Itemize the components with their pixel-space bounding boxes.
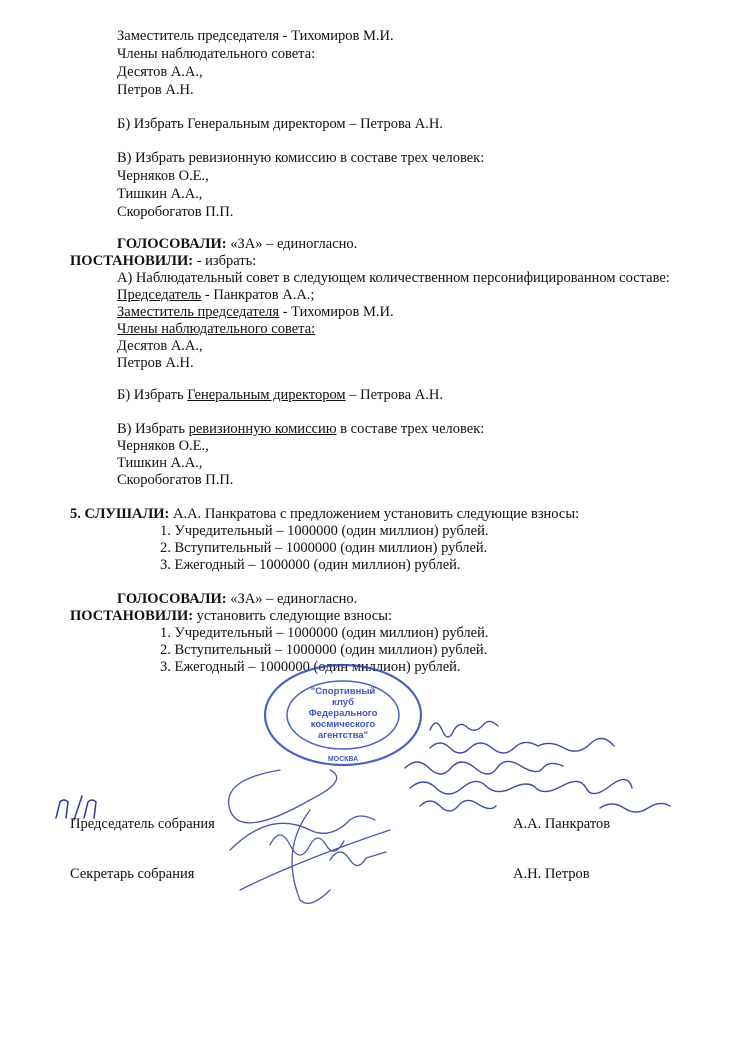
commission-member: Черняков О.Е., (117, 168, 209, 184)
fee-line: 1. Учредительный – 1000000 (один миллион) рублей. (160, 625, 489, 641)
commission-line: В) Избрать ревизионную комиссию в составе трех человек: (117, 150, 485, 166)
member-line: Петров А.Н. (117, 82, 194, 98)
resolved-line (70, 608, 392, 625)
secretary-signature-name: А.Н. Петров (513, 866, 590, 882)
director-line (117, 387, 443, 404)
commission-line (117, 421, 484, 438)
stamp-text: Федерального (308, 708, 378, 719)
resolved-text: - избрать: (193, 253, 257, 269)
vote-text: «ЗА» – единогласно. (226, 591, 358, 607)
item5-label: 5. СЛУШАЛИ: (70, 506, 170, 522)
chair-signature-name: А.А. Панкратов (513, 816, 611, 832)
member-line: Десятов А.А., (117, 338, 203, 354)
commission-member: Тишкин А.А., (117, 186, 203, 202)
vote-text: «ЗА» – единогласно. (226, 236, 358, 252)
stamp-text: агентства" (317, 730, 369, 741)
resolved-line (70, 253, 256, 270)
commission-role: ревизионную комиссию (188, 421, 337, 437)
deputy-name: - Тихомиров М.И. (279, 304, 394, 320)
chair-role: Председатель (117, 287, 202, 303)
item5-line (70, 506, 579, 523)
commission-member: Тишкин А.А., (117, 455, 203, 471)
vote-label: ГОЛОСОВАЛИ: (117, 236, 227, 252)
commission-prefix: В) Избрать (117, 421, 189, 437)
council-line: А) Наблюдательный совет в следующем количественном персонифицированном составе: (117, 270, 670, 286)
fee-line: 2. Вступительный – 1000000 (один миллион) рублей. (160, 642, 488, 658)
director-line: Б) Избрать Генеральным директором – Петрова А.Н. (117, 116, 443, 132)
chair-signature-label: Председатель собрания (70, 816, 215, 832)
director-name: – Петрова А.Н. (345, 387, 443, 403)
commission-member: Скоробогатов П.П. (117, 472, 234, 488)
director-role: Генеральным директором (187, 387, 346, 403)
resolved-text: установить следующие взносы: (193, 608, 393, 624)
resolved-label: ПОСТАНОВИЛИ: (70, 253, 194, 269)
commission-member: Скоробогатов П.П. (117, 204, 234, 220)
stamp-city: МОСКВА (327, 756, 359, 763)
vote-label: ГОЛОСОВАЛИ: (117, 591, 227, 607)
vote-line (117, 236, 357, 253)
fee-line: 2. Вступительный – 1000000 (один миллион) рублей. (160, 540, 488, 556)
members-title: Члены наблюдательного совета: (117, 321, 316, 337)
members-title: Члены наблюдательного совета: (117, 46, 316, 62)
fee-line: 1. Учредительный – 1000000 (один миллион) рублей. (160, 523, 489, 539)
fee-line: 3. Ежегодный – 1000000 (один миллион) рублей. (160, 557, 461, 573)
member-line: Петров А.Н. (117, 355, 194, 371)
chair-line (117, 287, 314, 304)
handwritten-signature (210, 750, 430, 920)
chair-name: - Панкратов А.А.; (201, 287, 315, 303)
stamp-text: "Спортивный (310, 686, 376, 697)
item5-text: А.А. Панкратова с предложением установить следующие взносы: (169, 506, 580, 522)
member-line: Десятов А.А., (117, 64, 203, 80)
deputy-role: Заместитель председателя (117, 304, 280, 320)
deputy-line (117, 304, 394, 321)
stamp-text: клуб (332, 697, 354, 708)
commission-member: Черняков О.Е., (117, 438, 209, 454)
handwritten-certification (400, 710, 720, 830)
director-prefix: Б) Избрать (117, 387, 188, 403)
vote-line (117, 591, 357, 608)
secretary-signature-label: Секретарь собрания (70, 866, 195, 882)
commission-suffix: в составе трех человек: (336, 421, 485, 437)
stamp-text: космического (310, 719, 376, 730)
deputy-line: Заместитель председателя - Тихомиров М.И. (117, 28, 394, 44)
resolved-label: ПОСТАНОВИЛИ: (70, 608, 194, 624)
fee-line: 3. Ежегодный – 1000000 (один миллион) рублей. (160, 659, 461, 675)
